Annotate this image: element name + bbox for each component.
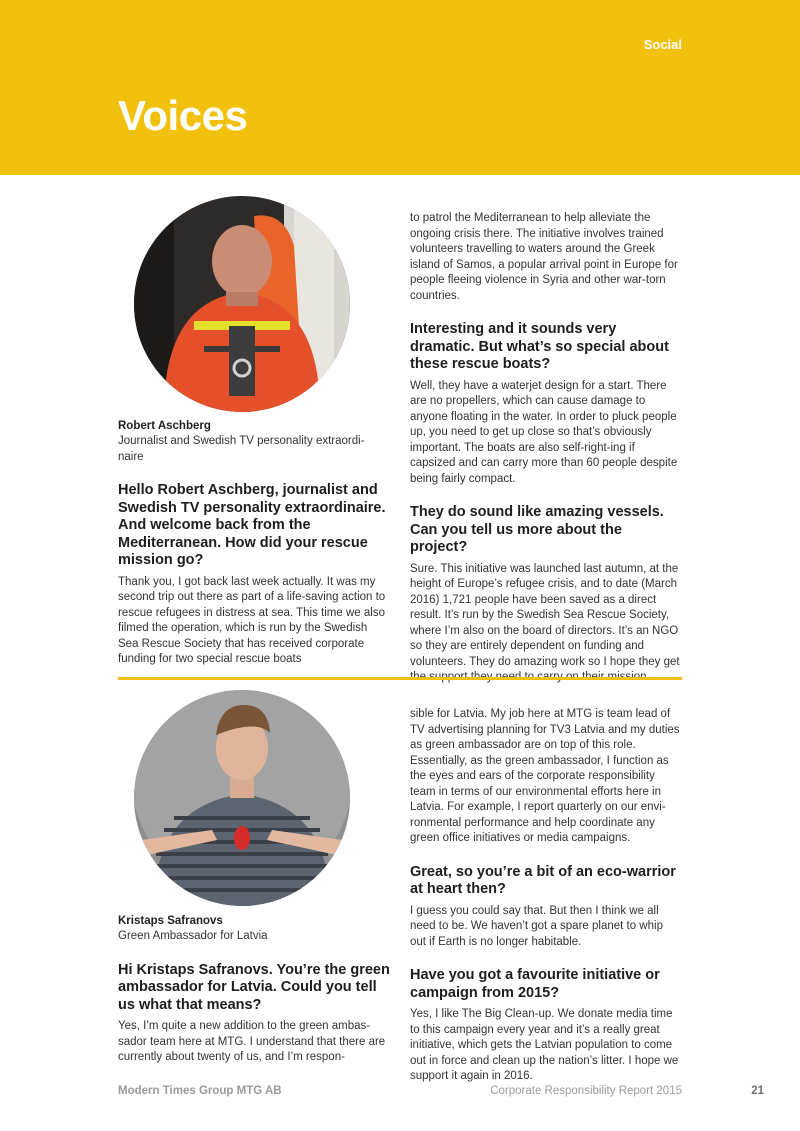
interview2-left-column — [118, 915, 390, 1066]
answer-text: Yes, I like The Big Clean-up. We donate media time to this campaign every year and it’s a really great initiative, which gets the Latvian population to come out in force and clean up the nation’s litter. I hope we support it again in 2016. — [410, 1008, 679, 1082]
header-banner — [0, 0, 800, 175]
interviewee-role: Green Ambassador for Latvia — [118, 930, 268, 942]
answer-text: to patrol the Mediterranean to help alleviate the ongoing crisis there. The initiative involves trained volunteers travelling to waters around the Greek island of Samos, a popular arrival point in Europe for people fleeing violence in Syria and other war-torn countries. — [410, 212, 678, 302]
page-title: Voices — [118, 92, 248, 139]
interviewee-name: Kristaps Safranovs — [118, 915, 223, 927]
interviewee-role: Journalist and Swedish TV personality extraordi-naire — [118, 435, 365, 463]
question-heading: Hello Robert Aschberg, journalist and Swedish TV personality extraordinaire. And welcome back from the Mediterranean. How did your rescue mission go? — [118, 482, 386, 568]
answer-text: Yes, I’m quite a new addition to the green ambas-sador team here at MTG. I understand that there are currently about twenty of us, and I’m respon- — [118, 1020, 386, 1063]
interview2-right-column — [410, 707, 682, 1085]
answer-text: Sure. This initiative was launched last autumn, at the height of Europe’s refugee crisis, and to date (March 2016) 1,721 people have been saved as a direct result. It’s run by the Swedish Sea Rescue Society, where I’m also on the board of directors. It’s an NGO so they are entirely dependent on funding and volunteers. They do amazing work so I hope they get — [410, 562, 680, 668]
footer-report-title: Corporate Responsibility Report 2015 — [490, 1085, 682, 1097]
question-heading: Great, so you’re a bit of an eco-warrior at heart then? — [410, 863, 676, 897]
question-heading: Hi Kristaps Safranovs. You’re the green ambassador for Latvia. Could you tell us what that means? — [118, 961, 390, 1013]
answer-text: Well, they have a waterjet design for a start. There are no propellers, which can cause damage to anyone floating in the water. In order to pluck people up, you need to get up close so that’s obviously important. The boats are also self-right-ing if capsized and can carry more than 60 people despite being fairly compact. — [410, 379, 678, 485]
interview1-left-column — [118, 420, 390, 668]
question-heading: They do sound like amazing vessels. Can you tell us more about the project? — [410, 504, 664, 555]
answer-text: sible for Latvia. My job here at MTG is team lead of TV advertising planning for TV3 Latvia and my duties as green ambassador are on top of this role. Essentially, as the green ambassador, I function as the eyes and ears of the corporate responsibility team in terms of our environmental efforts here in Latvia. For example, I report quarterly on our envi-ronmental performance and help coordinate any green office initiatives or media campaigns. — [410, 708, 680, 844]
page-number: 21 — [751, 1085, 764, 1097]
answer-text: Thank you, I got back last week actually. It was my second trip out there as part of a life-saving action to rescue refugees in distress at sea. This time we also filmed the operation, which is run by the Swedish Sea Rescue Society that has received corporate funding for two special rescue boats — [118, 575, 386, 665]
kristaps-safranovs-photo — [134, 690, 350, 906]
robert-aschberg-photo — [134, 196, 350, 412]
answer-text: I guess you could say that. But then I think we all need to be. We haven’t got a spare planet to whip out if Earth is no longer habitable. — [410, 904, 663, 948]
interviewee-name: Robert Aschberg — [118, 420, 211, 432]
footer-company: Modern Times Group MTG AB — [118, 1085, 282, 1097]
section-label: Social — [643, 37, 682, 52]
question-heading: Have you got a favourite initiative or campaign from 2015? — [410, 967, 660, 1001]
interview1-right-column — [410, 211, 682, 686]
question-heading: Interesting and it sounds very dramatic. But what’s so special about these rescue boats? — [410, 321, 669, 372]
section-divider — [118, 677, 682, 680]
